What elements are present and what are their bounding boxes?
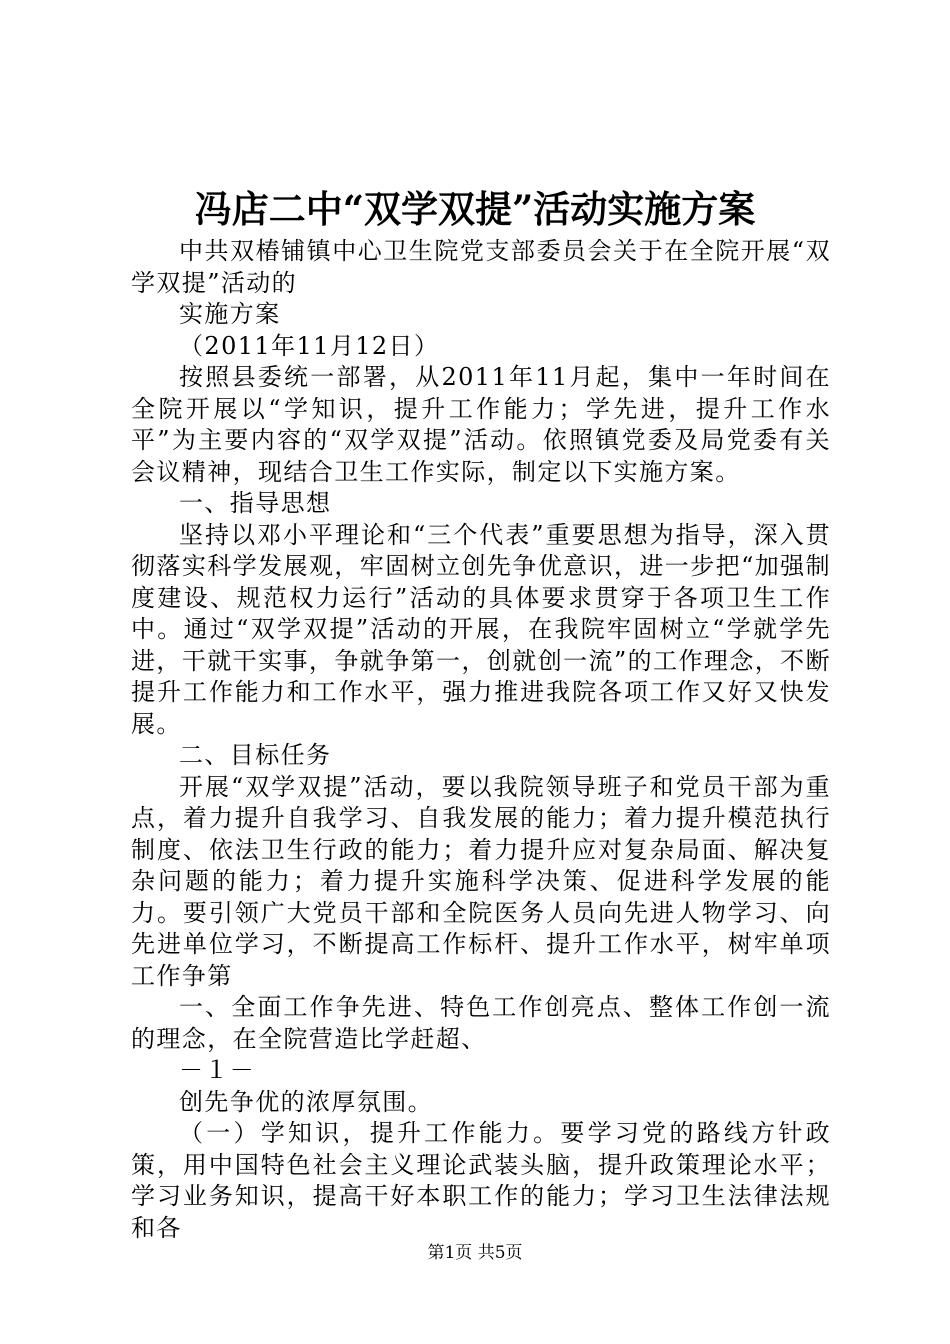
paragraph: （一）学知识，提升工作能力。要学习党的路线方针政策，用中国特色社会主义理论武装头脑，提升政策理论水平；学习业务知识，提高干好本职工作的能力；学习卫生法律法规和各 xyxy=(131,1119,831,1242)
paragraph: 创先争优的浓厚氛围。 xyxy=(179,1087,433,1116)
paragraph: 一、全面工作争先进、特色工作创亮点、整体工作创一流的理念，在全院营造比学赶超、 xyxy=(131,993,831,1053)
document-title: 冯店二中“双学双提”活动实施方案 xyxy=(194,187,756,231)
section-heading: 一、指导思想 xyxy=(179,489,332,517)
paragraph: 坚持以邓小平理论和“三个代表”重要思想为指导，深入贯彻落实科学发展观，牢固树立创先争优意识，进一步把“加强制度建设、规范权力运行”活动的具体要求贯穿于各项卫生工作中。通过“双学双提”活动的开展，在我院牢固树立“学就学先进，干就干实事，争就争第一，创就创一流”的工作理念，不断提升工作能力和工作水平，强力推进我院各项工作又好又快发展。 xyxy=(131,520,831,738)
paragraph: （2011年11月12日） xyxy=(179,331,440,360)
page-footer: 第1页 共5页 xyxy=(427,1243,523,1263)
paragraph: 实施方案 xyxy=(179,300,281,328)
section-heading: 二、目标任务 xyxy=(179,741,332,769)
paragraph: 按照县委统一部署，从2011年11月起，集中一年时间在全院开展以“学知识，提升工作能力；学先进，提升工作水平”为主要内容的“双学双提”活动。依照镇党委及局党委有关会议精神，现结合卫生工作实际，制定以下实施方案。 xyxy=(131,363,831,486)
paragraph: 中共双椿铺镇中心卫生院党支部委员会关于在全院开展“双学双提”活动的 xyxy=(131,237,831,297)
page-marker: －１－ xyxy=(179,1056,256,1084)
document-body xyxy=(131,236,831,1244)
paragraph: 开展“双学双提”活动，要以我院领导班子和党员干部为重点，着力提升自我学习、自我发展的能力；着力提升模范执行制度、依法卫生行政的能力；着力提升应对复杂局面、解决复杂问题的能力；着力提升实施科学决策、促进科学发展的能力。要引领广大党员干部和全院医务人员向先进人物学习、向先进单位学习，不断提高工作标杆、提升工作水平，树牢单项工作争第 xyxy=(131,772,831,990)
